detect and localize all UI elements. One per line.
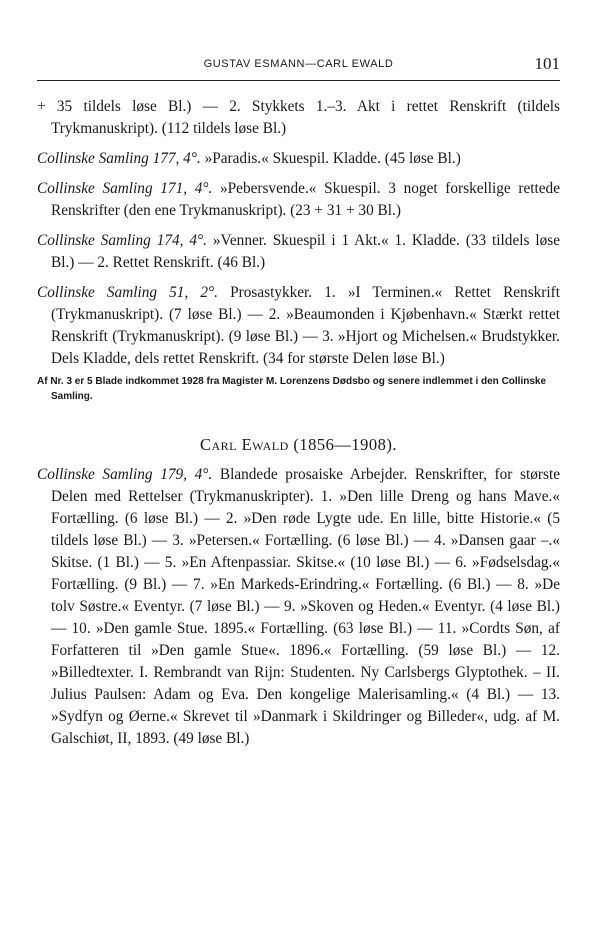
entry-source: Collinske Samling 171, 4°. [37, 180, 213, 197]
catalog-entry [37, 96, 560, 140]
catalog-entry [37, 230, 560, 274]
catalog-entry [37, 282, 560, 370]
page-body [37, 96, 560, 758]
entry-text: Prosastykker. 1. »I Terminen.« Rettet Renskrift (Trykmanuskript). (7 løse Bl.) — 2. »Beaumonden i Kjøbenhavn.« Stærkt rettet Renskrift (Trykmanuskript). (9 løse Bl.) — 3. »Hjort og Michelsen.« Brudstykker. Dels Kladde, dels rettet Renskrift. (34 for største Delen løse Bl.) [51, 284, 560, 367]
page-header [37, 54, 560, 76]
page-number: 101 [534, 54, 560, 73]
entry-text: »Pebersvende.« Skuespil. 3 noget forskellige rettede Renskrifter (den ene Trykmanuskript). (23 + 31 + 30 Bl.) [51, 180, 560, 219]
entry-source: Collinske Samling 177, 4°. [37, 150, 201, 167]
entry-source: Collinske Samling 179, 4°. [37, 466, 213, 483]
running-head: GUSTAV ESMANN—CARL EWALD [203, 58, 394, 70]
entry-source: Collinske Samling 174, 4°. [37, 232, 207, 249]
entry-text: + 35 tildels løse Bl.) — 2. Stykkets 1.–3. Akt i rettet Renskrift (tildels Trykmanuskript). (112 tildels løse Bl.) [37, 98, 560, 137]
entry-text: »Paradis.« Skuespil. Kladde. (45 løse Bl.) [204, 150, 461, 167]
catalog-entry [37, 148, 560, 170]
section-title: Carl Ewald (1856—1908). [199, 435, 398, 454]
catalog-entry [37, 178, 560, 222]
entry-text: »Venner. Skuespil i 1 Akt.« 1. Kladde. (33 tildels løse Bl.) — 2. Rettet Renskrift. (46 Bl.) [51, 232, 560, 271]
footnote: Af Nr. 3 er 5 Blade indkommet 1928 fra Magister M. Lorenzens Dødsbo og senere indlemmet i den Collinske Samling. [37, 376, 547, 402]
header-rule [37, 80, 560, 81]
catalog-entry [37, 464, 560, 750]
entry-source: Collinske Samling 51, 2°. [37, 284, 218, 301]
entry-text: Blandede prosaiske Arbejder. Renskrifter, for største Delen med Rettelser (Trykmanuskripter). 1. »Den lille Dreng og hans Mave.« Fortælling. (6 løse Bl.) — 2. »Den røde Lygte ude. En lille, bitte Historie.« (5 tildels løse Bl.) — 3. »Petersen.« Fortælling. (6 løse Bl.) — 4. »Dansen gaar –.« Skitse. (1 Bl.) — 5. »En Aftenpassiar. Skitse.« (10 løse Bl.) — 6. »Fødselsdag.« Fortælling. (9 Bl.) — 7. »En Markeds-Erindring.« Fortælling. (6 Bl.) — 8. »De tolv Søstre.« Eventyr. (7 løse Bl.) — 9. »Skoven og Heden.« Eventyr. (4 løse Bl.) — 10. »Den gamle Stue. 1895.« Fortælling. (63 løse Bl.) — 11. »Cordts Søn, af Forfatteren til »Den gamle Stue«. 1896.« Fortælling. (59 løse Bl.) — 12. »Billedtexter. I. Rembrandt van Rijn: Studenten. Ny Carlsbergs Glyptothek. – II. Julius Paulsen: Adam og Eva. Den kongelige Malerisamling.« (4 Bl.) — 13. »Sydfyn og Øerne.« Skrevet til »Danmark i Skildringer og Billeder«, udg. af M. Galschiøt, II, 1893. (49 løse Bl.) [51, 466, 560, 747]
